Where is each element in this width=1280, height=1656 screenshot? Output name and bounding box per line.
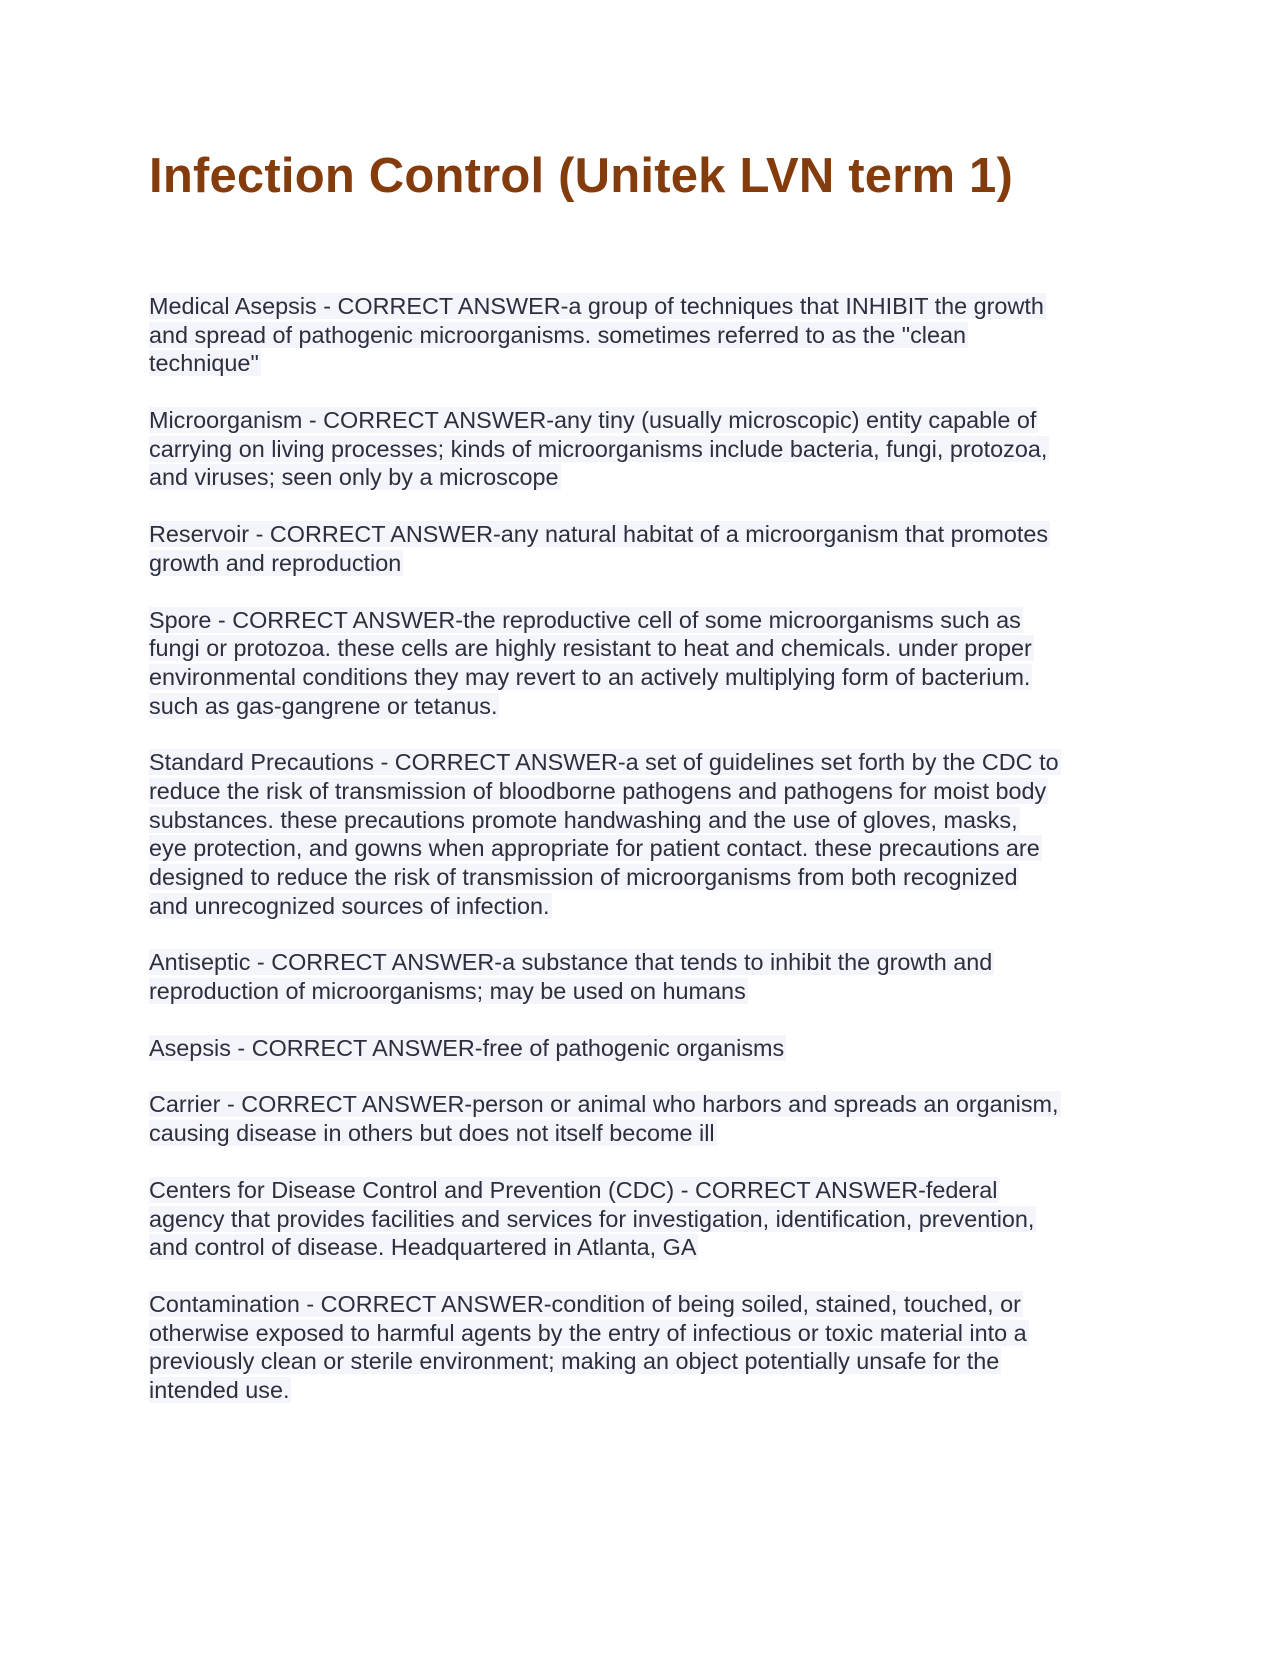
- definition-line: [149, 321, 1149, 350]
- page-title: Infection Control (Unitek LVN term 1): [149, 149, 1014, 203]
- definition-text: technique": [149, 350, 259, 377]
- definition-text: such as gas-gangrene or tetanus.: [149, 692, 498, 719]
- definition-line: [149, 1034, 1149, 1063]
- definition-text: environmental conditions they may revert to an actively multiplying form of bacterium.: [149, 663, 1031, 690]
- definition-line: [149, 406, 1149, 435]
- definition-text: reduce the risk of transmission of bloodborne pathogens and pathogens for moist body: [149, 777, 1047, 804]
- definition-text: Carrier - CORRECT ANSWER-person or animal who harbors and spreads an organism,: [149, 1091, 1059, 1118]
- definition-line: [149, 692, 1149, 721]
- definition-line: [149, 806, 1149, 835]
- definition-text: Contamination - CORRECT ANSWER-condition of being soiled, stained, touched, or: [149, 1290, 1021, 1317]
- definition-line: [149, 834, 1149, 863]
- definition-text: eye protection, and gowns when appropriate for patient contact. these precautions are: [149, 835, 1040, 862]
- definition-entry: [149, 606, 1149, 721]
- definition-text: growth and reproduction: [149, 549, 402, 576]
- definition-line: [149, 748, 1149, 777]
- definition-entry: [149, 1176, 1149, 1262]
- definition-text: Reservoir - CORRECT ANSWER-any natural habitat of a microorganism that promotes: [149, 521, 1049, 548]
- definition-line: [149, 948, 1149, 977]
- definition-text: causing disease in others but does not itself become ill: [149, 1120, 715, 1147]
- definition-entry: [149, 1290, 1149, 1405]
- definition-entry: [149, 948, 1149, 1005]
- definition-line: [149, 1233, 1149, 1262]
- definition-line: [149, 1119, 1149, 1148]
- definition-text: Microorganism - CORRECT ANSWER-any tiny (usually microscopic) entity capable of: [149, 407, 1037, 434]
- definition-text: and viruses; seen only by a microscope: [149, 464, 559, 491]
- definition-line: [149, 292, 1149, 321]
- definition-line: [149, 663, 1149, 692]
- definition-line: [149, 606, 1149, 635]
- definition-line: [149, 463, 1149, 492]
- definition-text: otherwise exposed to harmful agents by the entry of infectious or toxic material into a: [149, 1319, 1027, 1346]
- definition-text: reproduction of microorganisms; may be used on humans: [149, 978, 746, 1005]
- definition-entry: [149, 748, 1149, 920]
- definition-line: [149, 1205, 1149, 1234]
- definition-text: Medical Asepsis - CORRECT ANSWER-a group of techniques that INHIBIT the growth: [149, 293, 1044, 319]
- definition-text: Asepsis - CORRECT ANSWER-free of pathogenic organisms: [149, 1034, 785, 1061]
- definition-text: Antiseptic - CORRECT ANSWER-a substance that tends to inhibit the growth and: [149, 949, 993, 976]
- definition-line: [149, 1176, 1149, 1205]
- definition-text: agency that provides facilities and services for investigation, identification, prevention,: [149, 1205, 1035, 1232]
- definition-line: [149, 435, 1149, 464]
- flashcard-list: [149, 292, 1149, 1433]
- definition-entry: [149, 520, 1149, 577]
- definition-text: carrying on living processes; kinds of microorganisms include bacteria, fungi, protozoa,: [149, 435, 1048, 462]
- definition-line: [149, 634, 1149, 663]
- definition-entry: [149, 1034, 1149, 1063]
- definition-line: [149, 1290, 1149, 1319]
- definition-text: and unrecognized sources of infection.: [149, 892, 550, 919]
- definition-text: previously clean or sterile environment; making an object potentially unsafe for the: [149, 1348, 1000, 1375]
- definition-entry: [149, 406, 1149, 492]
- definition-line: [149, 777, 1149, 806]
- definition-line: [149, 1319, 1149, 1348]
- definition-text: substances. these precautions promote handwashing and the use of gloves, masks,: [149, 806, 1018, 833]
- definition-line: [149, 349, 1149, 378]
- definition-text: Spore - CORRECT ANSWER-the reproductive cell of some microorganisms such as: [149, 606, 1021, 633]
- definition-text: intended use.: [149, 1376, 290, 1403]
- definition-text: designed to reduce the risk of transmission of microorganisms from both recognized: [149, 864, 1018, 890]
- definition-text: fungi or protozoa. these cells are highly resistant to heat and chemicals. under proper: [149, 635, 1032, 662]
- definition-text: and control of disease. Headquartered in Atlanta, GA: [149, 1234, 697, 1261]
- definition-line: [149, 977, 1149, 1006]
- definition-line: [149, 863, 1149, 892]
- definition-line: [149, 1347, 1149, 1376]
- definition-line: [149, 1090, 1149, 1119]
- definition-line: [149, 549, 1149, 578]
- definition-entry: [149, 1090, 1149, 1147]
- definition-text: Centers for Disease Control and Prevention (CDC) - CORRECT ANSWER-federal: [149, 1176, 998, 1203]
- definition-line: [149, 520, 1149, 549]
- definition-text: and spread of pathogenic microorganisms. sometimes referred to as the "clean: [149, 321, 966, 348]
- definition-line: [149, 892, 1149, 921]
- definition-entry: [149, 292, 1149, 378]
- definition-text: Standard Precautions - CORRECT ANSWER-a set of guidelines set forth by the CDC to: [149, 749, 1059, 776]
- definition-line: [149, 1376, 1149, 1405]
